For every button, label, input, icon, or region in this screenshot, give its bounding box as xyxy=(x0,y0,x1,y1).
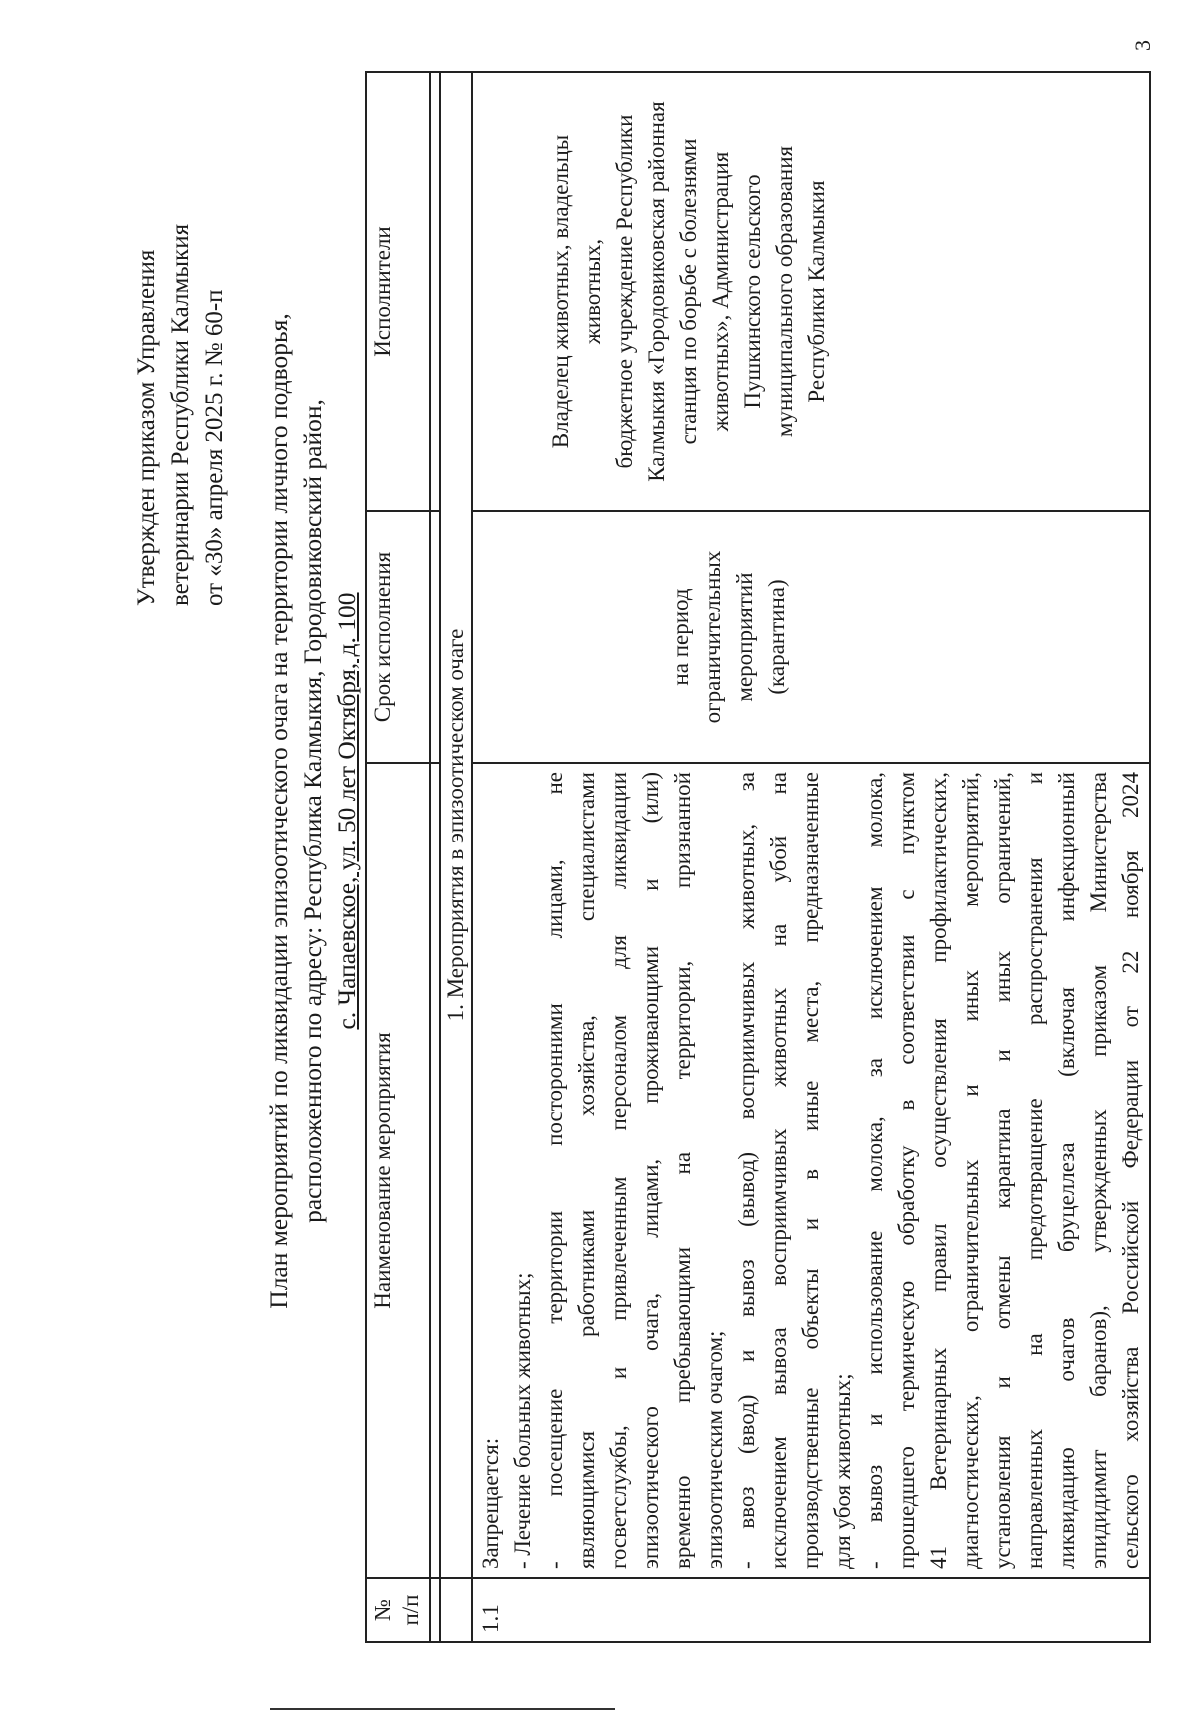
term-line: мероприятий xyxy=(732,572,757,702)
name-line: - Лечение больных животных; xyxy=(510,1272,535,1569)
executor-line: Пушкинского сельского xyxy=(740,174,765,409)
row-term xyxy=(472,511,1150,763)
page-number: 3 xyxy=(1130,40,1155,51)
name-line: диагностических, ограничительных и иных мероприятий, xyxy=(958,772,983,1569)
name-line: - посещение территории посторонними лицами, не xyxy=(542,772,567,1569)
header-executors: Исполнители xyxy=(366,72,430,511)
name-line: эпидидимит баранов), утвержденных приказом Министерства xyxy=(1086,772,1111,1569)
executor-line: станция по борьбе с болезнями xyxy=(676,138,701,445)
name-line: - ввоз (ввод) и вывоз (вывод) восприимчивых животных, за xyxy=(734,772,759,1569)
name-line: являющимися работниками хозяйства, специалистами xyxy=(574,772,599,1569)
plan-title xyxy=(262,111,364,1511)
name-line: сельского хозяйства Российской Федерации от 22 ноября 2024 xyxy=(1118,772,1143,1569)
executor-line: муниципального образования xyxy=(772,145,797,438)
name-line: производственные объекты и в иные места, предназначенные xyxy=(798,772,823,1569)
header-name: Наименование мероприятия xyxy=(366,763,430,1578)
section-row xyxy=(440,72,472,1642)
measures-table xyxy=(365,71,1151,1643)
table-spacer-row xyxy=(430,72,440,1642)
executor-line: животных, xyxy=(580,238,605,345)
table-header-row xyxy=(366,72,430,1642)
table-row xyxy=(472,72,1150,1642)
name-line: установления и отмены карантина и иных ограничений, xyxy=(990,772,1015,1569)
approval-stamp-text xyxy=(130,106,232,606)
title-line-address: с. Чапаевское, ул. 50 лет Октября, д. 100 xyxy=(332,592,361,1030)
name-line: эпизоотического очага, лицами, проживающими и (или) xyxy=(638,772,663,1569)
row-executors xyxy=(472,72,1150,511)
executor-line: Республики Калмыкия xyxy=(804,180,829,403)
name-line: исключением вывоза восприимчивых животных на убой на xyxy=(766,772,791,1569)
executor-line: животных», Администрация xyxy=(708,151,733,432)
header-term: Срок исполнения xyxy=(366,511,430,763)
name-line: эпизоотическим очагом; xyxy=(702,1330,727,1569)
name-line: прошедшего термическую обработку в соответствии с пунктом xyxy=(894,772,919,1569)
section-title: 1. Мероприятия в эпизоотическом очаге xyxy=(440,72,472,1578)
name-line: направленных на предотвращение распространения и xyxy=(1022,772,1047,1569)
executor-line: Калмыкия «Городовиковская районная xyxy=(644,101,669,482)
header-num: № п/п xyxy=(366,1578,430,1642)
row-num: 1.1 xyxy=(472,1578,1150,1642)
name-line: госветслужбы, и привлеченным персоналом для ликвидации xyxy=(606,772,631,1569)
name-line: ликвидацию очагов бруцеллеза (включая инфекционный xyxy=(1054,772,1079,1569)
name-line: 41 Ветеринарных правил осуществления профилактических, xyxy=(926,772,951,1569)
term-line: (карантина) xyxy=(764,579,789,695)
name-line: - вывоз и использование молока, за исключением молока, xyxy=(862,772,887,1569)
name-line: временно пребывающими на территории, признанной xyxy=(670,772,695,1569)
title-line: расположенного по адресу: Республика Калмыкия, Городовиковский район, xyxy=(298,399,327,1223)
term-line: ограничительных xyxy=(700,550,725,724)
name-line: Запрещается: xyxy=(478,1437,503,1569)
term-line: на период xyxy=(668,588,693,686)
approval-line: ветеринарии Республики Калмыкия xyxy=(167,223,194,606)
footnote-separator xyxy=(270,1708,615,1710)
title-line: План мероприятий по ликвидации эпизоотического очага на территории личного подворья, xyxy=(264,313,293,1309)
name-line: для убоя животных; xyxy=(830,1373,855,1569)
section-num-cell xyxy=(440,1578,472,1642)
approval-line: Утвержден приказом Управления xyxy=(133,249,160,606)
row-name xyxy=(472,763,1150,1578)
approval-line: от «30» апреля 2025 г. № 60-п xyxy=(201,289,228,606)
executor-line: бюджетное учреждение Республики xyxy=(612,114,637,469)
executor-line: Владелец животных, владельцы xyxy=(548,134,573,449)
